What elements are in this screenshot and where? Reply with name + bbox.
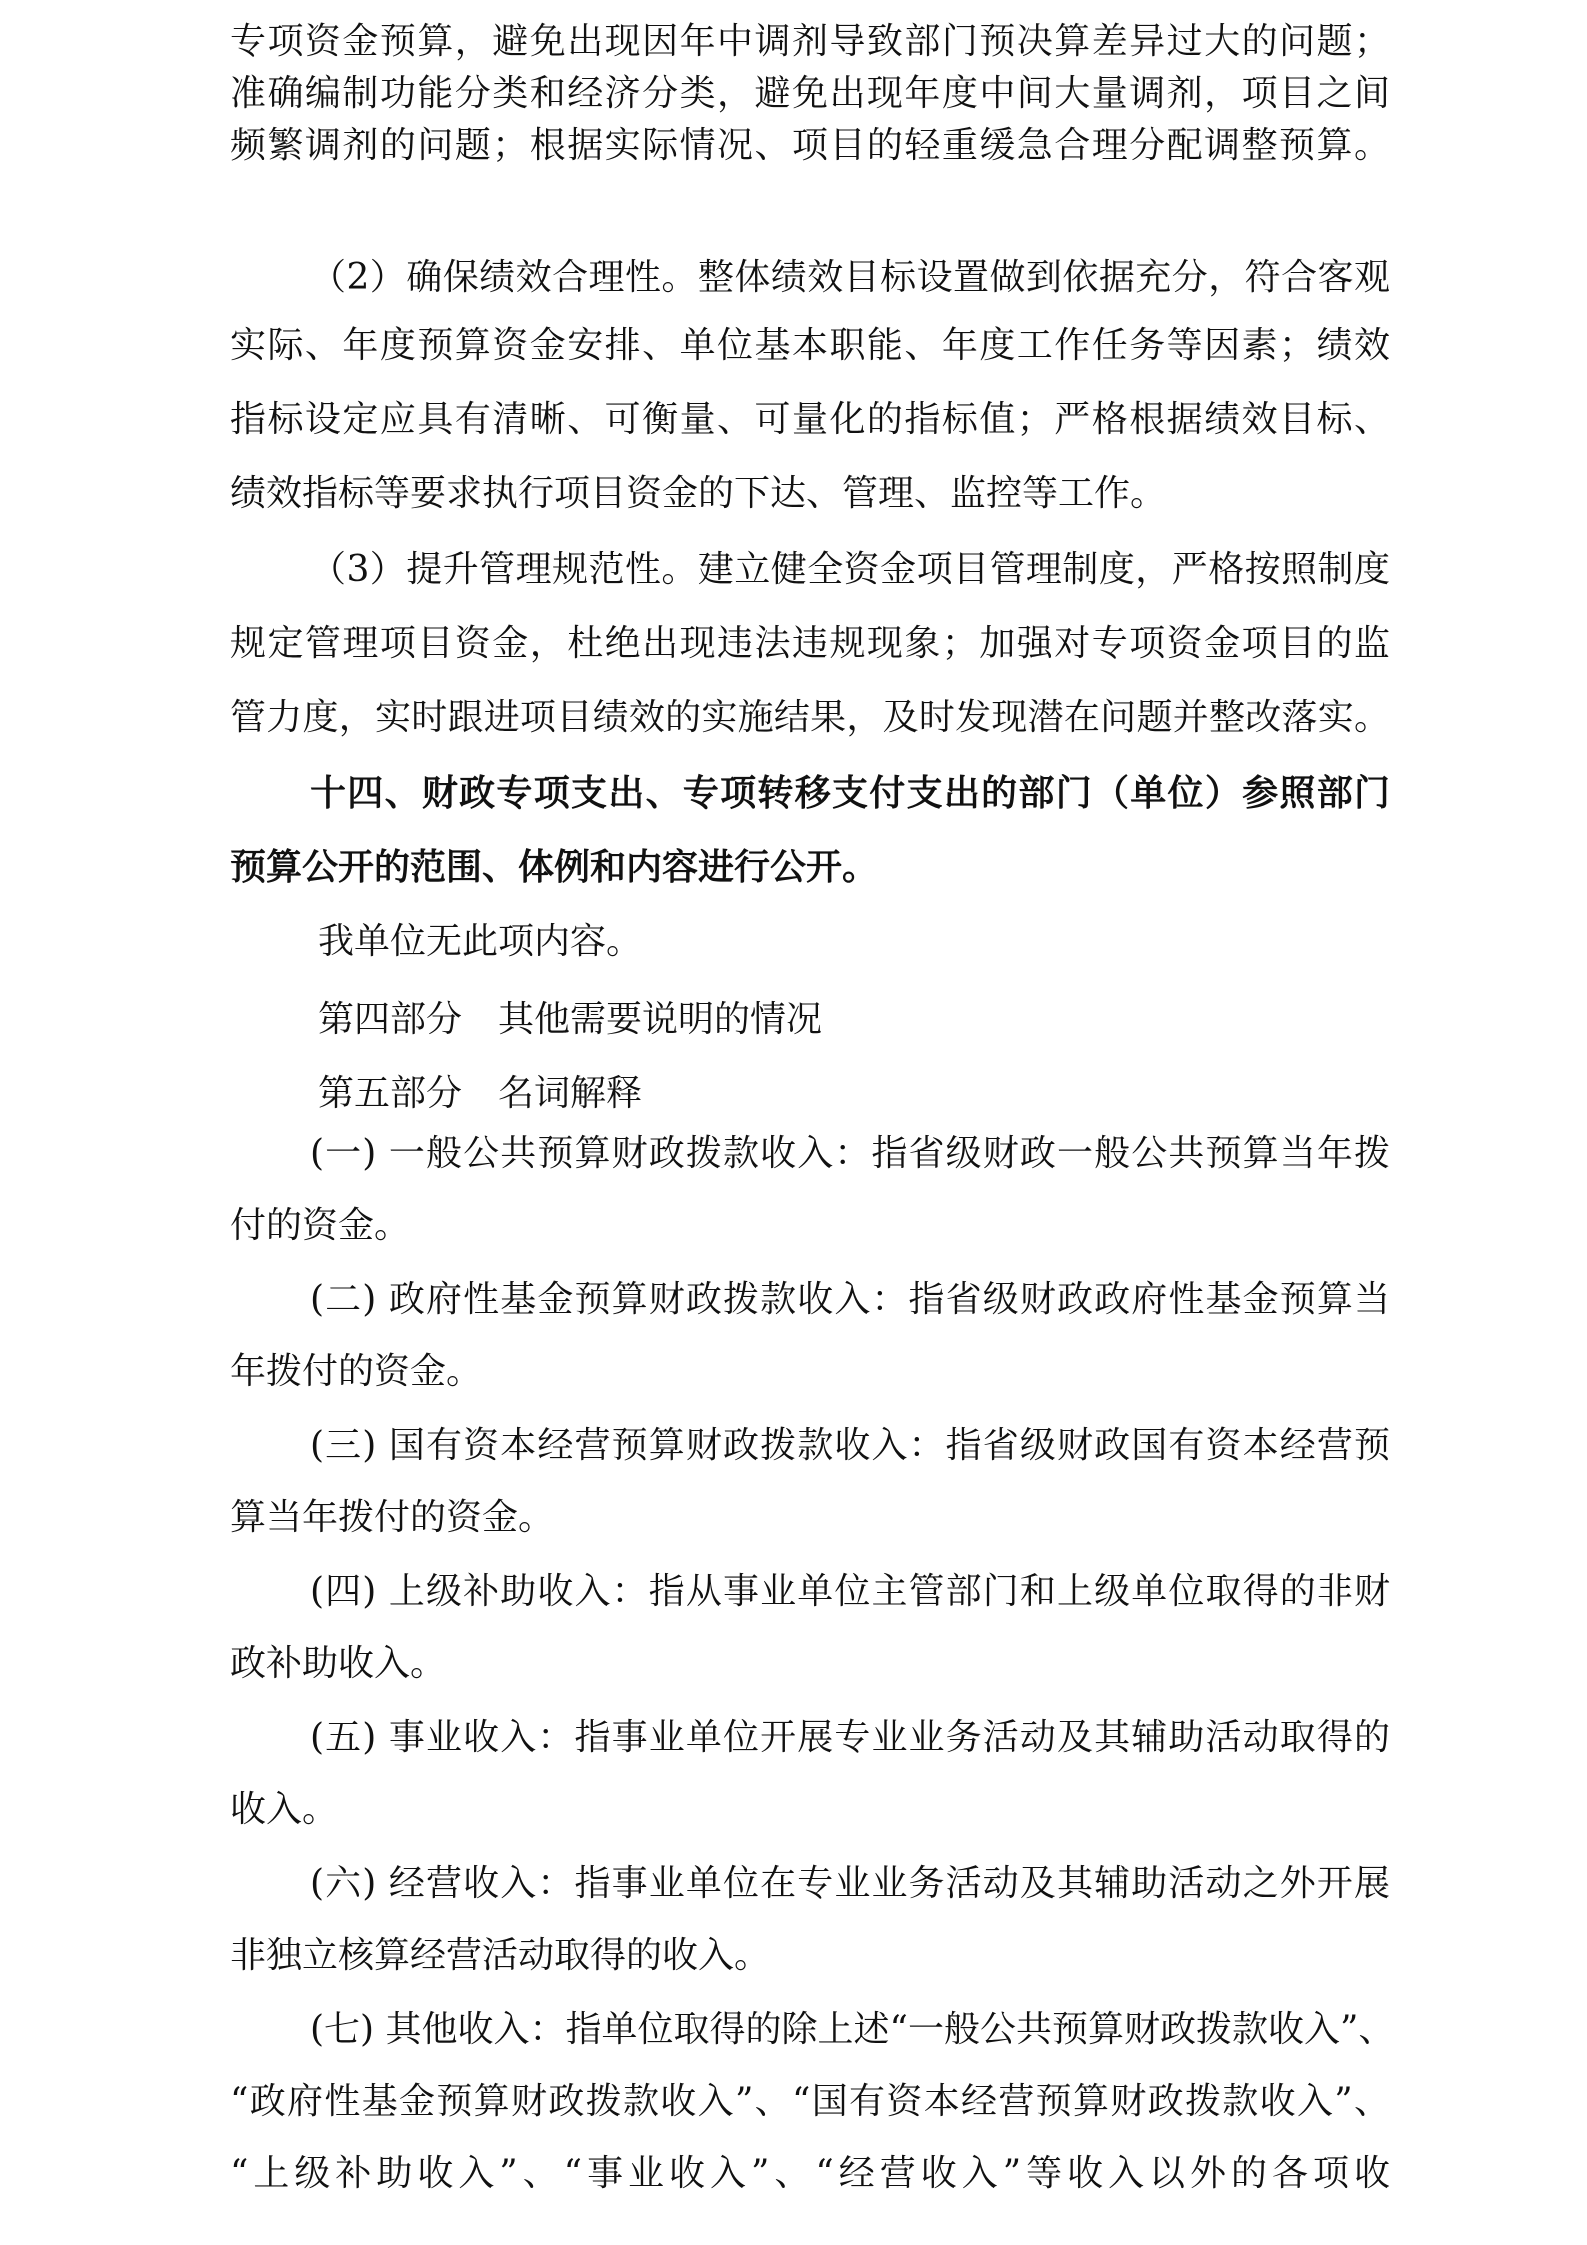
term-definition: (三) 国有资本经营预算财政拨款收入：指省级财政国有资本经营预: [310, 1425, 1390, 1466]
term-definition: 政补助收入。: [230, 1643, 447, 1684]
paragraph-line: 我单位无此项内容。: [318, 921, 643, 962]
term-definition: “上级补助收入”、“事业收入”、“经营收入”等收入以外的各项收: [230, 2153, 1390, 2194]
term-definition: (七) 其他收入：指单位取得的除上述“一般公共预算财政拨款收入”、: [310, 2009, 1395, 2050]
term-definition: 非独立核算经营活动取得的收入。: [230, 1935, 771, 1976]
term-definition: (四) 上级补助收入：指从事业单位主管部门和上级单位取得的非财: [310, 1571, 1390, 1612]
term-definition: (六) 经营收入：指事业单位在专业业务活动及其辅助活动之外开展: [310, 1863, 1390, 1904]
term-definition: 付的资金。: [230, 1205, 411, 1246]
section-heading: 预算公开的范围、体例和内容进行公开。: [230, 847, 879, 888]
paragraph-line: 管力度，实时跟进项目绩效的实施结果，及时发现潜在问题并整改落实。: [230, 697, 1390, 738]
paragraph-line: 准确编制功能分类和经济分类，避免出现年度中间大量调剂，项目之间: [230, 73, 1390, 114]
paragraph-line: （3）提升管理规范性。建立健全资金项目管理制度，严格按照制度: [310, 549, 1390, 590]
paragraph-line: 绩效指标等要求执行项目资金的下达、管理、监控等工作。: [230, 473, 1167, 514]
paragraph-line: （2）确保绩效合理性。整体绩效目标设置做到依据充分，符合客观: [310, 257, 1390, 298]
paragraph-line: 专项资金预算，避免出现因年中调剂导致部门预决算差异过大的问题；: [230, 21, 1390, 62]
section-heading: 十四、财政专项支出、专项转移支付支出的部门（单位）参照部门: [310, 773, 1390, 814]
term-definition: (五) 事业收入：指事业单位开展专业业务活动及其辅助活动取得的: [310, 1717, 1390, 1758]
term-definition: 算当年拨付的资金。: [230, 1497, 555, 1538]
term-definition: (二) 政府性基金预算财政拨款收入：指省级财政政府性基金预算当: [310, 1279, 1390, 1320]
term-definition: 收入。: [230, 1789, 339, 1830]
term-definition: 年拨付的资金。: [230, 1351, 483, 1392]
paragraph-line: 规定管理项目资金，杜绝出现违法违规现象；加强对专项资金项目的监: [230, 623, 1390, 664]
term-definition: “政府性基金预算财政拨款收入”、“国有资本经营预算财政拨款收入”、: [230, 2081, 1390, 2122]
paragraph-line: 实际、年度预算资金安排、单位基本职能、年度工作任务等因素；绩效: [230, 325, 1390, 366]
paragraph-line: 指标设定应具有清晰、可衡量、可量化的指标值；严格根据绩效目标、: [230, 399, 1390, 440]
term-definition: (一) 一般公共预算财政拨款收入：指省级财政一般公共预算当年拨: [310, 1133, 1390, 1174]
part-heading: 第四部分 其他需要说明的情况: [318, 999, 823, 1040]
part-heading: 第五部分 名词解释: [318, 1073, 643, 1114]
paragraph-line: 频繁调剂的问题；根据实际情况、项目的轻重缓急合理分配调整预算。: [230, 125, 1390, 166]
